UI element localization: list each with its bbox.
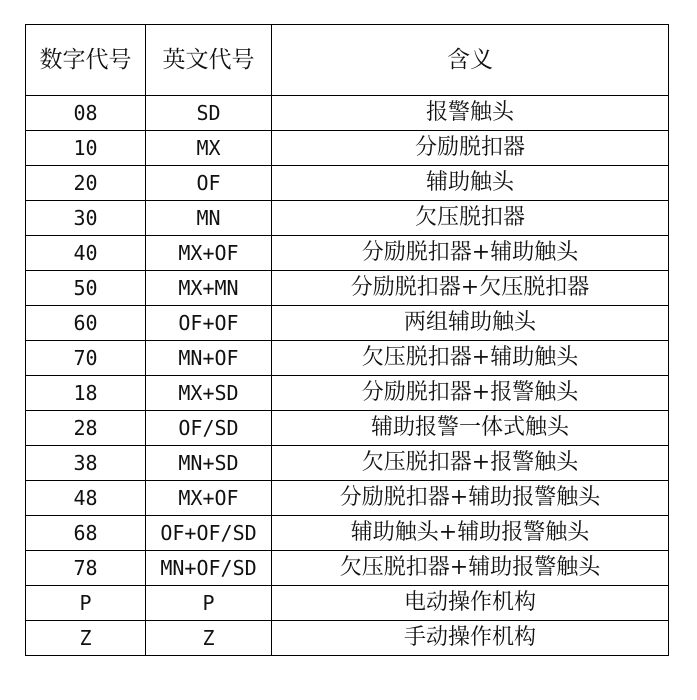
- numeric-code-cell: 30: [26, 201, 146, 236]
- meaning-cell: 分励脱扣器+辅助报警触头: [272, 481, 669, 516]
- numeric-code-cell: 38: [26, 446, 146, 481]
- table-row: [26, 586, 669, 621]
- table-row: [26, 411, 669, 446]
- english-code-cell: OF: [146, 166, 272, 201]
- table-row: [26, 96, 669, 131]
- table-header: [26, 25, 669, 96]
- numeric-code-cell: 50: [26, 271, 146, 306]
- numeric-code-cell: 18: [26, 376, 146, 411]
- numeric-code-cell: 70: [26, 341, 146, 376]
- numeric-code-cell: 20: [26, 166, 146, 201]
- english-code-cell: OF/SD: [146, 411, 272, 446]
- header-numeric-code: 数字代号: [26, 25, 146, 96]
- meaning-cell: 分励脱扣器+辅助触头: [272, 236, 669, 271]
- table-row: [26, 446, 669, 481]
- numeric-code-cell: 48: [26, 481, 146, 516]
- table-row: [26, 481, 669, 516]
- meaning-cell: 欠压脱扣器+辅助触头: [272, 341, 669, 376]
- numeric-code-cell: 78: [26, 551, 146, 586]
- table-row: [26, 341, 669, 376]
- table-body: [26, 96, 669, 656]
- english-code-cell: MX+SD: [146, 376, 272, 411]
- numeric-code-cell: Z: [26, 621, 146, 656]
- english-code-cell: MN+OF/SD: [146, 551, 272, 586]
- numeric-code-cell: 60: [26, 306, 146, 341]
- table-row: [26, 551, 669, 586]
- meaning-cell: 欠压脱扣器+辅助报警触头: [272, 551, 669, 586]
- meaning-cell: 分励脱扣器+报警触头: [272, 376, 669, 411]
- meaning-cell: 手动操作机构: [272, 621, 669, 656]
- numeric-code-cell: 08: [26, 96, 146, 131]
- numeric-code-cell: 28: [26, 411, 146, 446]
- english-code-cell: P: [146, 586, 272, 621]
- meaning-cell: 欠压脱扣器: [272, 201, 669, 236]
- meaning-cell: 辅助报警一体式触头: [272, 411, 669, 446]
- english-code-cell: MN+SD: [146, 446, 272, 481]
- table-row: [26, 271, 669, 306]
- accessory-code-table: [25, 24, 669, 656]
- english-code-cell: MN+OF: [146, 341, 272, 376]
- english-code-cell: MX: [146, 131, 272, 166]
- meaning-cell: 辅助触头+辅助报警触头: [272, 516, 669, 551]
- english-code-cell: Z: [146, 621, 272, 656]
- english-code-cell: OF+OF: [146, 306, 272, 341]
- english-code-cell: MX+OF: [146, 481, 272, 516]
- meaning-cell: 分励脱扣器: [272, 131, 669, 166]
- english-code-cell: MN: [146, 201, 272, 236]
- numeric-code-cell: 40: [26, 236, 146, 271]
- table-row: [26, 166, 669, 201]
- meaning-cell: 欠压脱扣器+报警触头: [272, 446, 669, 481]
- numeric-code-cell: 68: [26, 516, 146, 551]
- meaning-cell: 分励脱扣器+欠压脱扣器: [272, 271, 669, 306]
- table-row: [26, 376, 669, 411]
- meaning-cell: 两组辅助触头: [272, 306, 669, 341]
- table-row: [26, 516, 669, 551]
- meaning-cell: 电动操作机构: [272, 586, 669, 621]
- header-english-code: 英文代号: [146, 25, 272, 96]
- table-row: [26, 306, 669, 341]
- english-code-cell: MX+OF: [146, 236, 272, 271]
- english-code-cell: OF+OF/SD: [146, 516, 272, 551]
- header-row: [26, 25, 669, 96]
- numeric-code-cell: 10: [26, 131, 146, 166]
- table-row: [26, 201, 669, 236]
- meaning-cell: 辅助触头: [272, 166, 669, 201]
- header-meaning: 含义: [272, 25, 669, 96]
- table-row: [26, 621, 669, 656]
- english-code-cell: MX+MN: [146, 271, 272, 306]
- english-code-cell: SD: [146, 96, 272, 131]
- meaning-cell: 报警触头: [272, 96, 669, 131]
- table-row: [26, 131, 669, 166]
- numeric-code-cell: P: [26, 586, 146, 621]
- table-row: [26, 236, 669, 271]
